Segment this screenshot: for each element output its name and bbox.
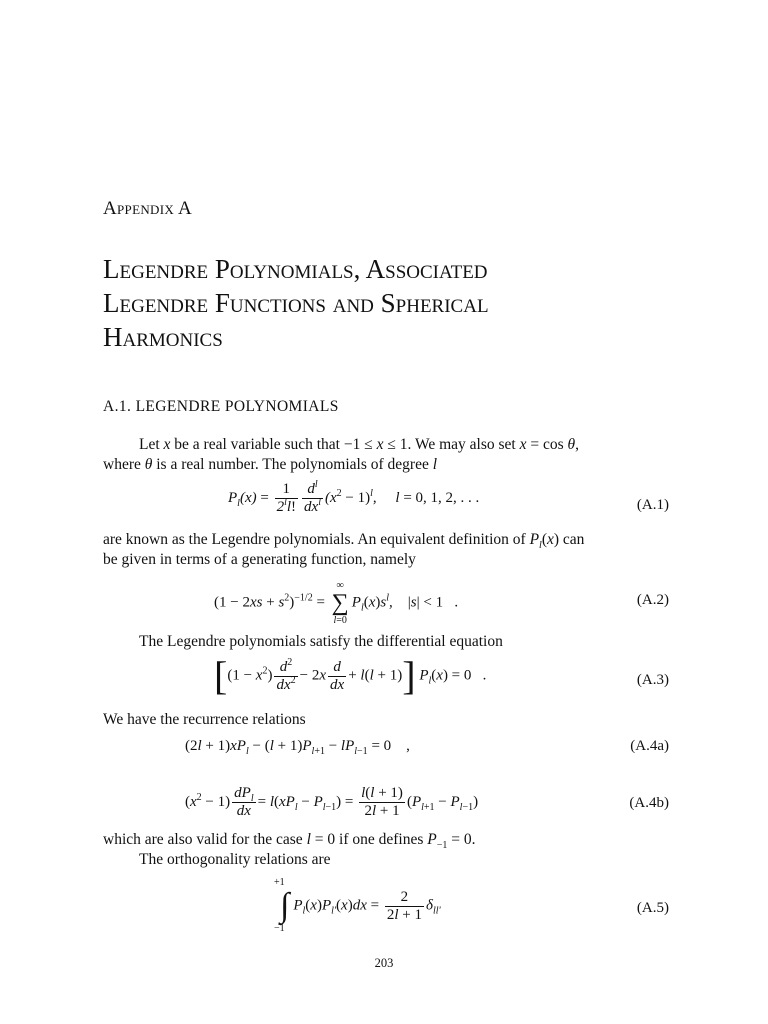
equation-label-a3: (A.3) bbox=[636, 672, 669, 688]
chapter-title-line-3: Harmonics bbox=[103, 322, 223, 352]
intro-line-2: where θ is a real number. The polynomials of degree l bbox=[103, 456, 438, 473]
definition-paragraph bbox=[103, 530, 584, 570]
equation-label-a2: (A.2) bbox=[636, 592, 669, 608]
known-line-2: be given in terms of a generating function, namely bbox=[103, 551, 416, 568]
validity-paragraph bbox=[103, 830, 475, 870]
section-heading: A.1. LEGENDRE POLYNOMIALS bbox=[103, 398, 339, 415]
equation-a5: +1 ∫ −1 $P_l(x)P_{l'}(x)dx$ = $\frac{2}{2l + 1}$ $\delta_{ll'}$ bbox=[274, 877, 441, 934]
orthogonality-intro: The orthogonality relations are bbox=[139, 851, 331, 868]
chapter-title-line-1: Legendre Polynomials, Associated bbox=[103, 254, 488, 284]
equation-label-a5: (A.5) bbox=[636, 900, 669, 916]
equation-a4b: $(x^2 - 1)$ $\frac{dP_l}{dx}$ = $l(xP_l - P_{l-1})$ = $\frac{l(l + 1)}{2l + 1}$ $(P_{l+1} - P_{l-1})$ bbox=[185, 785, 479, 819]
known-line-1: are known as the Legendre polynomials. An equivalent definition of $P_l(x)$ can bbox=[103, 531, 585, 552]
page-number: 203 bbox=[374, 956, 394, 970]
equation-a2: $(1 - 2xs + s^2)^{-1/2}$ = ∞ ∑ l=0 $P_l(x)s^l$, |s| < 1 . bbox=[214, 580, 459, 626]
integral-symbol: +1 ∫ −1 bbox=[274, 877, 290, 934]
equation-a1: $P_l(x)$ = $\frac{1}{2^ll!}$ $\frac{d^l}{dx^l}$ $(x^2 - 1)^l$, l = 0, 1, 2, . . . bbox=[228, 479, 480, 515]
equation-a4a: $(2l + 1)xP_l - (l + 1)P_{l+1} - lP_{l-1} = 0$ , bbox=[185, 738, 410, 757]
differential-equation-intro: The Legendre polynomials satisfy the differential equation bbox=[139, 633, 503, 650]
recurrence-intro: We have the recurrence relations bbox=[103, 711, 306, 728]
chapter-title-line-2: Legendre Functions and Spherical bbox=[103, 288, 489, 318]
summation-symbol: ∞ ∑ l=0 bbox=[331, 580, 349, 626]
equation-label-a4a: (A.4a) bbox=[630, 738, 669, 754]
equation-a3: [$(1 - x^2)$ $\frac{d^2}{dx^2}$ − 2x $\frac{d}{dx}$ + l(l + 1)] $P_l(x) = 0$ . bbox=[214, 653, 487, 698]
intro-paragraph bbox=[103, 435, 669, 475]
equation-label-a4b: (A.4b) bbox=[629, 795, 669, 811]
equation-label-a1: (A.1) bbox=[636, 497, 669, 513]
intro-line-1: Let x be a real variable such that −1 ≤ x ≤ 1. We may also set x = cos θ, bbox=[139, 436, 580, 453]
valid-line: which are also valid for the case l = 0 if one defines $P_{-1} = 0$. bbox=[103, 831, 476, 852]
appendix-label: Appendix A bbox=[103, 198, 193, 219]
chapter-title bbox=[103, 252, 663, 354]
